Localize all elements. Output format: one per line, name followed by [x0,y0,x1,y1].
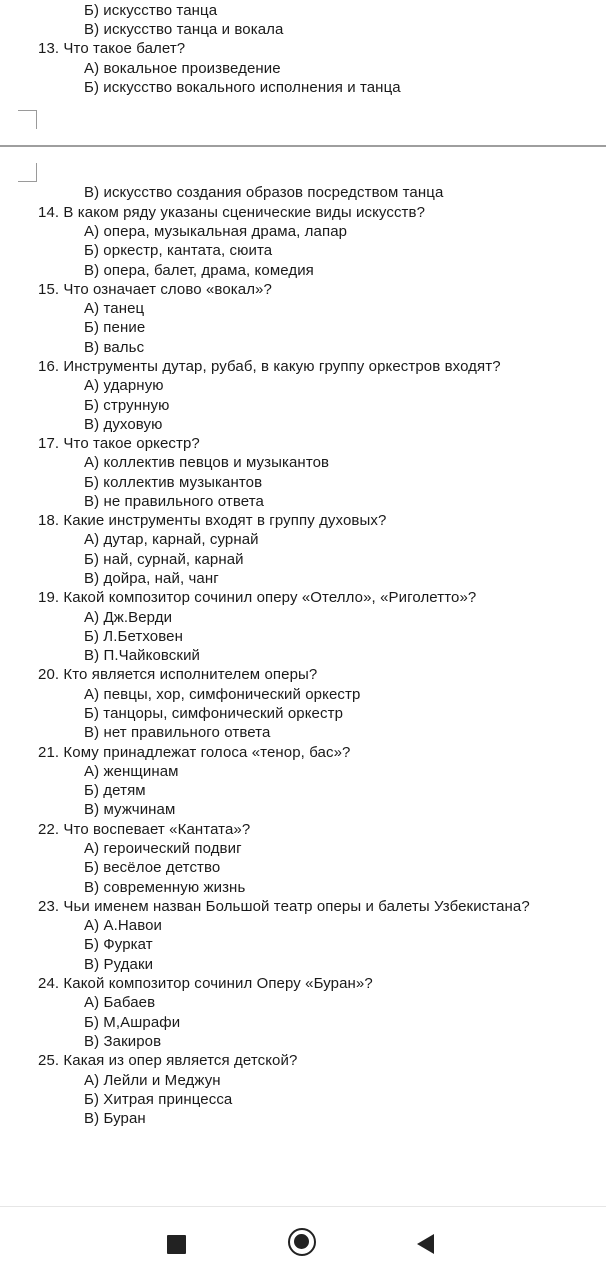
answer-option: Б) танцоры, симфонический оркестр [84,705,344,722]
answer-option: А) А.Навои [84,917,163,934]
answer-option: В) искусство создания образов посредством танца [84,184,444,201]
recent-apps-square-icon[interactable] [167,1235,186,1254]
answer-option: Б) весёлое детство [84,859,221,876]
answer-option: А) Дж.Верди [84,609,173,626]
answer-option: В) вальс [84,339,145,356]
answer-option: В) нет правильного ответа [84,724,271,741]
page-corner-marker-top [18,110,37,129]
answer-option: А) певцы, хор, симфонический оркестр [84,686,361,703]
answer-option: А) Бабаев [84,994,156,1011]
question-text: 23. Чьи именем назван Большой театр оперы и балеты Узбекистана? [38,898,530,915]
answer-option: Б) оркестр, кантата, сюита [84,242,273,259]
answer-option: В) Закиров [84,1033,162,1050]
answer-option: В) современную жизнь [84,879,246,896]
answer-option: А) ударную [84,377,164,394]
question-text: 20. Кто является исполнителем оперы? [38,666,318,683]
answer-option: Б) пение [84,319,146,336]
answer-option: А) вокальное произведение [84,60,281,77]
answer-option: А) дутар, карнай, сурнай [84,531,259,548]
back-triangle-icon[interactable] [417,1234,434,1254]
answer-option: В) Буран [84,1110,146,1127]
question-text: 17. Что такое оркестр? [38,435,200,452]
question-text: 13. Что такое балет? [38,40,186,57]
answer-option: А) танец [84,300,145,317]
question-text: 24. Какой композитор сочинил Оперу «Буран»? [38,975,373,992]
answer-option: В) духовую [84,416,163,433]
answer-option: В) дойра, най, чанг [84,570,219,587]
answer-option: А) опера, музыкальная драма, лапар [84,223,348,240]
answer-option: А) Лейли и Меджун [84,1072,221,1089]
answer-option: А) героический подвиг [84,840,242,857]
home-circle-icon[interactable] [288,1228,316,1256]
answer-option: Б) детям [84,782,146,799]
question-text: 16. Инструменты дутар, рубаб, в какую группу оркестров входят? [38,358,501,375]
answer-option: Б) Фуркат [84,936,153,953]
answer-option: Б) Л.Бетховен [84,628,183,645]
question-text: 19. Какой композитор сочинил оперу «Отелло», «Риголетто»? [38,589,477,606]
question-text: 14. В каком ряду указаны сценические виды искусств? [38,204,426,221]
question-text: 22. Что воспевает «Кантата»? [38,821,251,838]
answer-option: Б) най, сурнай, карнай [84,551,244,568]
question-text: 21. Кому принадлежат голоса «тенор, бас»? [38,744,351,761]
system-navigation-bar [0,1206,606,1281]
answer-option: В) П.Чайковский [84,647,201,664]
answer-option: В) опера, балет, драма, комедия [84,262,314,279]
answer-option: Б) М,Ашрафи [84,1014,181,1031]
page-corner-marker-bottom [18,163,37,182]
answer-option: В) мужчинам [84,801,176,818]
question-text: 18. Какие инструменты входят в группу духовых? [38,512,387,529]
answer-option: А) коллектив певцов и музыкантов [84,454,330,471]
answer-option: Б) струнную [84,397,170,414]
answer-option: Б) искусство танца [84,2,218,19]
answer-option: В) Рудаки [84,956,154,973]
answer-option: Б) искусство вокального исполнения и танца [84,79,401,96]
answer-option: В) не правильного ответа [84,493,264,510]
question-text: 25. Какая из опер является детской? [38,1052,298,1069]
question-text: 15. Что означает слово «вокал»? [38,281,272,298]
page-break-divider [0,145,606,147]
answer-option: А) женщинам [84,763,179,780]
answer-option: Б) коллектив музыкантов [84,474,263,491]
answer-option: В) искусство танца и вокала [84,21,284,38]
answer-option: Б) Хитрая принцесса [84,1091,233,1108]
